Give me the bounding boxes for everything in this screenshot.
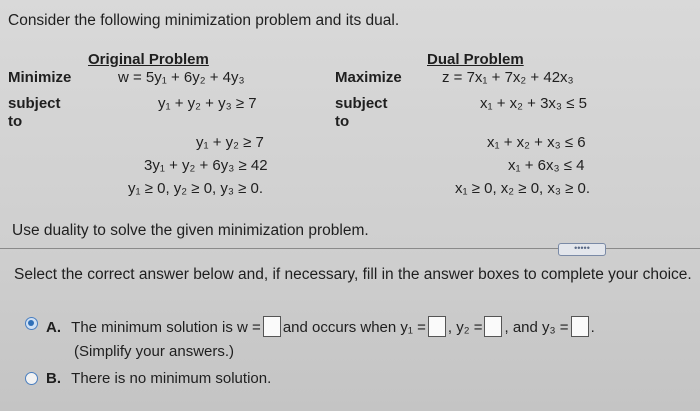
option-b-text: There is no minimum solution.: [71, 370, 272, 387]
dual-objective: z = 7x₁ + 7x₂ + 42x₃: [442, 69, 574, 86]
w-answer-box[interactable]: [263, 316, 281, 337]
dual-subject-label: subject: [335, 95, 388, 112]
option-a-text-4: , and y₃ =: [504, 319, 569, 336]
option-b[interactable]: [46, 370, 271, 387]
select-prompt: Select the correct answer below and, if necessary, fill in the answer boxes to complete your choice.: [14, 266, 692, 283]
option-a-text-3: , y₂ =: [447, 319, 483, 336]
option-a-note: (Simplify your answers.): [74, 343, 235, 360]
problem-title: Consider the following minimization problem and its dual.: [8, 12, 400, 29]
original-objective: w = 5y₁ + 6y₂ + 4y₃: [118, 69, 245, 86]
dual-heading: Dual Problem: [427, 51, 524, 68]
original-heading: Original Problem: [88, 51, 209, 68]
dual-constraint-3: x₁ + 6x₃ ≤ 4: [508, 157, 585, 174]
more-button[interactable]: •••••: [558, 243, 606, 256]
option-a-radio[interactable]: [25, 317, 38, 330]
y1-answer-box[interactable]: [428, 316, 446, 337]
option-b-radio[interactable]: [25, 372, 38, 385]
original-to-label: to: [8, 113, 23, 130]
original-nonnegativity: y₁ ≥ 0, y₂ ≥ 0, y₃ ≥ 0.: [128, 180, 264, 197]
option-a-letter: A.: [46, 319, 61, 336]
option-a-text-5: .: [590, 319, 595, 336]
option-a-text-1: The minimum solution is w =: [71, 319, 261, 336]
option-b-letter: B.: [46, 370, 61, 387]
dual-constraint-2: x₁ + x₂ + x₃ ≤ 6: [487, 134, 586, 151]
minimize-label: Minimize: [8, 69, 72, 86]
dual-to-label: to: [335, 113, 350, 130]
option-a-text-2: and occurs when y₁ =: [282, 319, 426, 336]
dual-constraint-1: x₁ + x₂ + 3x₃ ≤ 5: [480, 95, 587, 112]
original-constraint-2: y₁ + y₂ ≥ 7: [196, 134, 264, 151]
maximize-label: Maximize: [335, 69, 402, 86]
original-constraint-3: 3y₁ + y₂ + 6y₃ ≥ 42: [144, 157, 268, 174]
instruction-text: Use duality to solve the given minimization problem.: [12, 222, 369, 239]
dual-nonnegativity: x₁ ≥ 0, x₂ ≥ 0, x₃ ≥ 0.: [455, 180, 591, 197]
original-constraint-1: y₁ + y₂ + y₃ ≥ 7: [158, 95, 257, 112]
option-a[interactable]: [46, 316, 595, 337]
y2-answer-box[interactable]: [484, 316, 502, 337]
original-subject-label: subject: [8, 95, 61, 112]
y3-answer-box[interactable]: [571, 316, 589, 337]
